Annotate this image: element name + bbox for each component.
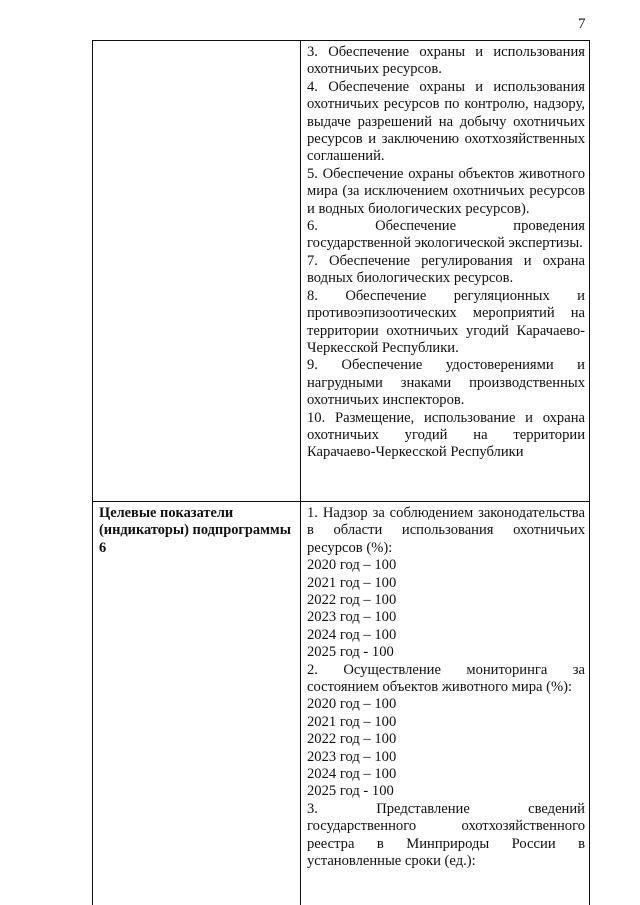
list-item: 7. Обеспечение регулирования и охрана водных биологических ресурсов. [307, 252, 585, 287]
indicator-heading: 3. Представление сведений государственного охотхозяйственного реестра в Минприроды России в установленные сроки (ед.): [307, 800, 585, 870]
row-label-cell [93, 501, 301, 905]
row-content-cell [301, 501, 590, 905]
list-item: 4. Обеспечение охраны и использования охотничьих ресурсов по контролю, надзору, выдаче разрешений на добычу охотничьих ресурсов и заключению охотхозяйственных соглашений. [307, 78, 585, 165]
indicator-year-value: 2024 год – 100 [307, 766, 397, 782]
indicator-year-value: 2025 год - 100 [307, 783, 394, 800]
indicator-year-value: 2021 год – 100 [307, 713, 397, 730]
indicator-year-value: 2020 год – 100 [307, 696, 397, 713]
row-content-cell [301, 41, 590, 502]
indicator-heading: 1. Надзор за соблюдением законодательства в области использования охотничьих ресурсов (%): [307, 504, 585, 556]
indicator-heading: 2. Осуществление мониторинга за состоянием объектов животного мира (%): [307, 661, 585, 695]
page-number: 7 [578, 16, 586, 32]
list-item: 6. Обеспечение проведения государственной экологической экспертизы. [307, 218, 585, 252]
subprogram-passport-table [92, 40, 590, 905]
table-row-target-indicators [93, 501, 590, 905]
indicator-year-value: 2023 год – 100 [307, 609, 397, 626]
list-item: 9. Обеспечение удостоверениями и нагрудными знаками производственных охотничьих инспекторов. [307, 357, 585, 409]
row-label: Целевые показатели (индикаторы) подпрограммы 6 [99, 504, 291, 556]
indicator-year-value: 2020 год – 100 [307, 557, 397, 574]
list-item: 3. Обеспечение охраны и использования охотничьих ресурсов. [307, 44, 585, 78]
indicator-year-value: 2021 год – 100 [307, 574, 397, 591]
list-item: 5. Обеспечение охраны объектов животного мира (за исключением охотничьих ресурсов и водных биологических ресурсов). [307, 165, 585, 217]
list-item: 10. Размещение, использование и охрана охотничьих угодий на территории Карачаево-Черкесской Республики [307, 409, 585, 461]
table-row-activities [93, 41, 590, 502]
indicator-year-value: 2023 год – 100 [307, 748, 397, 765]
row-label-cell [93, 41, 301, 502]
list-item: 8. Обеспечение регуляционных и противоэпизоотических мероприятий на территории охотничьих угодий Карачаево-Черкесской Республики. [307, 287, 585, 356]
indicator-year-value: 2024 год – 100 [307, 626, 397, 643]
row-label [93, 41, 300, 47]
indicator-year-value: 2025 год - 100 [307, 644, 394, 661]
indicator-year-value: 2022 год – 100 [307, 731, 397, 748]
indicator-year-value: 2022 год – 100 [307, 591, 397, 608]
